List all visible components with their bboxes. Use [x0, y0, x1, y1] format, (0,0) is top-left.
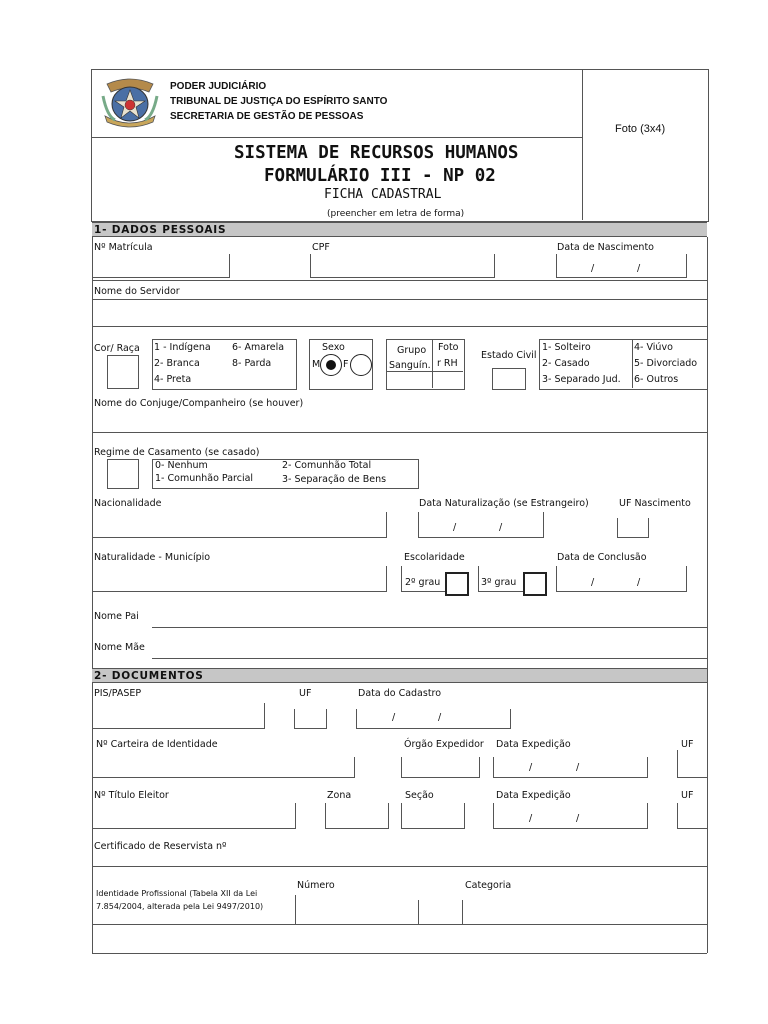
section-documentos: 2- DOCUMENTOS	[92, 668, 707, 683]
titulo-uf-field[interactable]	[677, 803, 708, 829]
header-line2: TRIBUNAL DE JUSTIÇA DO ESPÍRITO SANTO	[170, 96, 388, 107]
date-slash: /	[637, 577, 641, 588]
date-slash: /	[499, 522, 503, 533]
civil-option-3: 3- Separado Jud.	[542, 374, 621, 385]
nacionalidade-label: Nacionalidade	[94, 498, 162, 509]
sexo-f-label: F	[343, 359, 349, 370]
civil-option-2: 2- Casado	[542, 358, 590, 369]
matricula-label: Nº Matrícula	[94, 242, 153, 253]
cor-field[interactable]	[107, 355, 139, 389]
date-slash: /	[453, 522, 457, 533]
categoria-label: Categoria	[465, 880, 512, 891]
escolaridade-label: Escolaridade	[404, 552, 465, 563]
grupo-label: Grupo	[397, 345, 427, 356]
cpf-field[interactable]	[310, 254, 495, 278]
date-slash: /	[591, 577, 595, 588]
title-1: SISTEMA DE RECURSOS HUMANOS	[234, 143, 519, 163]
naturalizacao-label: Data Naturalização (se Estrangeiro)	[419, 498, 589, 509]
terceiro-grau-label: 3º grau	[481, 577, 517, 588]
date-slash: /	[576, 813, 580, 824]
nome-servidor-label: Nome do Servidor	[94, 286, 180, 297]
date-slash: /	[529, 762, 533, 773]
sexo-m-label: M	[312, 359, 321, 370]
uf-nascimento-field[interactable]	[617, 518, 649, 538]
naturalidade-field[interactable]	[92, 566, 387, 592]
rg-label: Nº Carteira de Identidade	[96, 739, 218, 750]
cor-option-1: 1 - Indígena	[154, 342, 211, 353]
civil-option-4: 4- Viúvo	[634, 342, 673, 353]
zona-label: Zona	[327, 790, 352, 801]
orgao-label: Órgão Expedidor	[404, 739, 484, 750]
date-slash: /	[438, 712, 442, 723]
conjuge-field[interactable]	[92, 432, 707, 433]
titulo-uf-label: UF	[681, 790, 694, 801]
sexo-m-dot	[326, 360, 336, 370]
mae-field[interactable]	[152, 658, 707, 659]
matricula-field[interactable]	[92, 254, 230, 278]
header-line3: SECRETARIA DE GESTÃO DE PESSOAS	[170, 111, 364, 122]
titulo-field[interactable]	[92, 803, 296, 829]
nascimento-field[interactable]	[556, 254, 687, 278]
nacionalidade-field[interactable]	[92, 512, 387, 538]
civil-option-6: 6- Outros	[634, 374, 679, 385]
cadastro-field[interactable]	[356, 709, 511, 729]
date-slash: /	[529, 813, 533, 824]
civil-option-5: 5- Divorciado	[634, 358, 698, 369]
date-slash: /	[576, 762, 580, 773]
nascimento-label: Data de Nascimento	[557, 242, 654, 253]
sanguineo-label: Sanguín.	[389, 360, 431, 371]
cor-option-2: 2- Branca	[154, 358, 200, 369]
rg-uf-field[interactable]	[677, 750, 708, 778]
regime-field[interactable]	[107, 459, 139, 489]
conclusao-label: Data de Conclusão	[557, 552, 647, 563]
section-dados-pessoais: 1- DADOS PESSOAIS	[92, 222, 707, 237]
uf-nascimento-label: UF Nascimento	[619, 498, 691, 509]
rh-label: r RH	[437, 358, 458, 369]
numero-label: Número	[297, 880, 335, 891]
pai-label: Nome Pai	[94, 611, 139, 622]
estado-civil-label: Estado Civil	[481, 350, 537, 361]
cpf-label: CPF	[312, 242, 330, 253]
rg-field[interactable]	[92, 757, 355, 778]
naturalidade-label: Naturalidade - Município	[94, 552, 211, 563]
numero-field[interactable]	[418, 900, 419, 924]
conclusao-field[interactable]	[556, 566, 687, 592]
mae-label: Nome Mãe	[94, 642, 145, 653]
titulo-data-expedicao-label: Data Expedição	[496, 790, 571, 801]
reservista-label: Certificado de Reservista nº	[94, 841, 227, 852]
title-2: FORMULÁRIO III - NP 02	[264, 166, 496, 186]
sexo-f-radio[interactable]	[350, 354, 372, 376]
reservista-field[interactable]	[92, 866, 707, 867]
cor-option-6: 6- Amarela	[232, 342, 285, 353]
regime-option-2: 2- Comunhão Total	[282, 460, 372, 471]
pai-field[interactable]	[152, 627, 707, 628]
segundo-grau-label: 2º grau	[405, 577, 441, 588]
titulo-data-expedicao-field[interactable]	[493, 803, 648, 829]
cadastro-label: Data do Cadastro	[358, 688, 442, 699]
cor-option-8: 8- Parda	[232, 358, 272, 369]
uf-label: UF	[299, 688, 312, 699]
nome-servidor-field[interactable]	[92, 326, 707, 327]
identidade-profissional-label-2: 7.854/2004, alterada pela Lei 9497/2010)	[96, 902, 264, 911]
terceiro-grau-checkbox[interactable]	[523, 572, 547, 596]
date-slash: /	[637, 263, 641, 274]
regime-option-0: 0- Nenhum	[155, 460, 208, 471]
zona-field[interactable]	[325, 803, 389, 829]
date-slash: /	[591, 263, 595, 274]
fator-label: Foto	[438, 342, 459, 353]
segundo-grau-checkbox[interactable]	[445, 572, 469, 596]
crest-logo	[101, 76, 159, 128]
identidade-profissional-label-1: Identidade Profissional (Tabela XII da Lei	[96, 889, 258, 898]
conjuge-label: Nome do Conjuge/Companheiro (se houver)	[94, 398, 304, 409]
pis-uf-field[interactable]	[294, 709, 327, 729]
rg-uf-label: UF	[681, 739, 694, 750]
secao-label: Seção	[405, 790, 434, 801]
date-slash: /	[392, 712, 396, 723]
estado-civil-field[interactable]	[492, 368, 526, 390]
cor-option-4: 4- Preta	[154, 374, 192, 385]
photo-label: Foto (3x4)	[615, 123, 666, 135]
orgao-field[interactable]	[401, 757, 480, 778]
sexo-label: Sexo	[322, 342, 345, 353]
pis-label: PIS/PASEP	[94, 688, 142, 699]
rg-data-expedicao-field[interactable]	[493, 757, 648, 778]
secao-field[interactable]	[401, 803, 465, 829]
naturalizacao-field[interactable]	[418, 512, 544, 538]
header-line1: PODER JUDICIÁRIO	[170, 81, 267, 92]
title-3: FICHA CADASTRAL	[324, 187, 442, 202]
rg-data-expedicao-label: Data Expedição	[496, 739, 571, 750]
regime-label: Regime de Casamento (se casado)	[94, 447, 260, 458]
cor-label: Cor/ Raça	[94, 343, 140, 354]
categoria-field[interactable]	[462, 900, 463, 924]
civil-option-1: 1- Solteiro	[542, 342, 591, 353]
regime-option-3: 3- Separação de Bens	[282, 474, 387, 485]
fill-note: (preencher em letra de forma)	[327, 209, 465, 219]
titulo-label: Nº Título Eleitor	[94, 790, 169, 801]
regime-option-1: 1- Comunhão Parcial	[155, 473, 254, 484]
pis-field[interactable]	[92, 703, 265, 729]
